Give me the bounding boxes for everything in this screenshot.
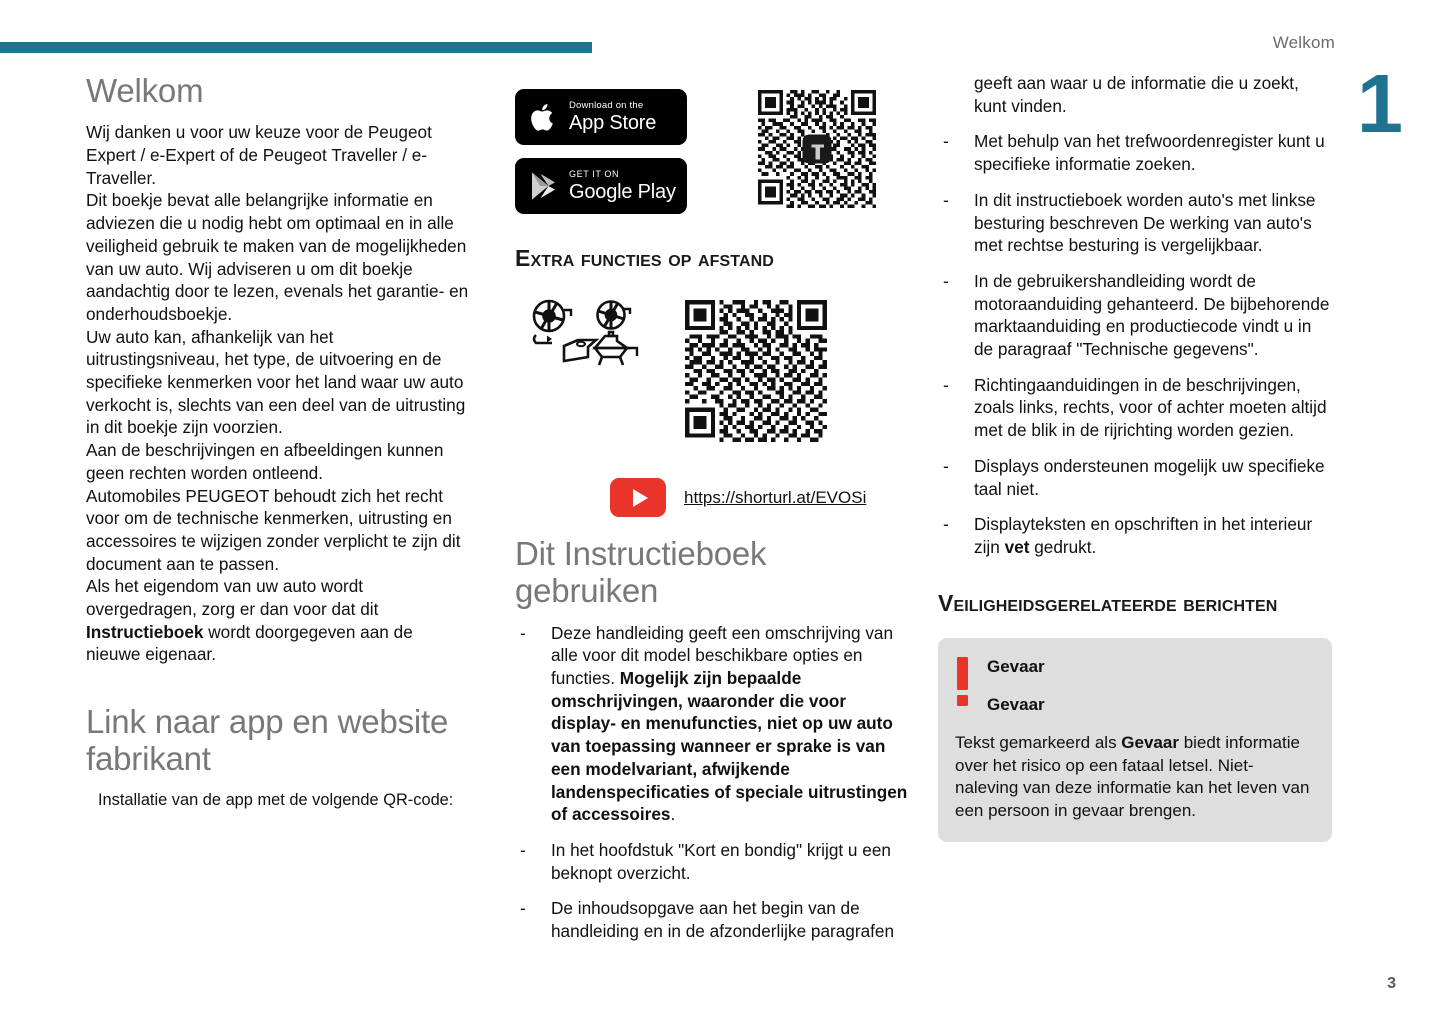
bullet-pre: In dit instructieboek worden auto's met linkse besturing beschreven De werking van auto's met rechtse besturing is vergelijkbaar. bbox=[974, 189, 1316, 256]
list-item bbox=[515, 622, 910, 826]
danger-titles bbox=[987, 656, 1312, 716]
bullet-pre: Displayteksten en opschriften in het interieur zijn bbox=[974, 514, 1313, 557]
bullet-pre: Deze handleiding geeft een omschrijving van alle voor dit model beschikbare opties en functies. bbox=[551, 622, 894, 689]
transfer-bold: Instructieboek bbox=[86, 621, 204, 642]
intro-line-3: Uw auto kan, afhankelijk van het uitrustingsniveau, het type, de uitvoering en de specifieke kenmerken voor het land waar uw auto verkocht is, slechts van een deel van de uitrusting in dit boekje zijn voorzien. bbox=[86, 326, 466, 438]
app-download-block bbox=[515, 72, 910, 244]
remote-functions-block bbox=[515, 290, 910, 535]
app-store-labels bbox=[569, 101, 656, 134]
list-item bbox=[515, 897, 910, 942]
google-play-small-label: GET IT ON bbox=[569, 169, 620, 179]
bullet-pre: Met behulp van het trefwoordenregister kunt u specifieke informatie zoeken. bbox=[974, 131, 1325, 175]
list-item bbox=[515, 839, 910, 884]
tyre-repair-kit-icons bbox=[523, 298, 657, 370]
dash-marker: - bbox=[520, 839, 526, 860]
manual-usage-list-continued bbox=[938, 130, 1334, 558]
google-play-labels bbox=[569, 170, 676, 202]
continuation-text: geeft aan waar u de informatie die u zoekt, kunt vinden. bbox=[974, 73, 1299, 116]
intro-line-2: Dit boekje bevat alle belangrijke informatie en adviezen die u nodig hebt om optimaal en in alle veiligheid gebruik te maken van de mogelijkheden van uw auto. Wij adviseren u om dit boekje aandachtig door te lezen, evenals het garantie- en onderhoudsboekje. bbox=[86, 190, 469, 324]
column-middle bbox=[515, 72, 910, 943]
bullet-pre: Displays ondersteunen mogelijk uw specifieke taal niet. bbox=[974, 455, 1325, 499]
danger-body-post: biedt informatie over het risico op een fataal letsel. Niet-naleving van deze informatie kan het leven van een persoon in gevaar brengen. bbox=[955, 733, 1310, 820]
dash-marker: - bbox=[943, 514, 949, 535]
intro-line-5: Automobiles PEUGEOT behoudt zich het recht voor om de technische kenmerken, uitrusting en accessoires te wijzigen zonder verplicht te zijn dit document aan te passen. bbox=[86, 485, 461, 574]
store-badges bbox=[515, 89, 687, 227]
danger-body-text bbox=[955, 732, 1312, 822]
chapter-number: 1 bbox=[1356, 57, 1403, 150]
list-item bbox=[938, 455, 1334, 500]
list-item bbox=[938, 270, 1334, 361]
peugeot-app-qr-code[interactable] bbox=[758, 90, 876, 208]
list-item bbox=[938, 374, 1334, 442]
danger-callout-box bbox=[938, 638, 1332, 842]
dash-marker: - bbox=[520, 898, 526, 919]
transfer-pre: Als het eigendom van uw auto wordt overgedragen, zorg er dan voor dat dit bbox=[86, 576, 379, 620]
app-store-small-label: Download on the bbox=[569, 99, 644, 111]
install-note bbox=[98, 790, 470, 812]
running-head: Welkom bbox=[1272, 33, 1335, 52]
bullet-post: . bbox=[670, 804, 676, 825]
intro-line-4: Aan de beschrijvingen en afbeeldingen kunnen geen rechten worden ontleend. bbox=[86, 440, 444, 483]
using-manual-title: Dit Instructieboek gebruiken bbox=[515, 535, 767, 610]
dash-marker: - bbox=[520, 622, 526, 643]
google-play-triangle-icon bbox=[526, 166, 562, 206]
page-number: 3 bbox=[1387, 975, 1396, 992]
dash-marker: - bbox=[943, 189, 949, 210]
danger-title-primary: Gevaar bbox=[987, 656, 1045, 676]
column-right bbox=[938, 72, 1334, 842]
google-play-big-label: Google Play bbox=[569, 181, 676, 203]
list-item bbox=[938, 130, 1334, 175]
using-manual-list bbox=[515, 622, 910, 943]
bullet-post: gedrukt. bbox=[1029, 536, 1097, 557]
column-left bbox=[86, 72, 470, 811]
remote-functions-heading: Extra functies op afstand bbox=[515, 245, 774, 271]
dash-marker: - bbox=[943, 131, 949, 152]
video-url[interactable]: https://shorturl.at/EVOSi bbox=[684, 487, 867, 507]
bullet-bold: Mogelijk zijn bepaalde omschrijvingen, waaronder die voor display- en menufuncties, niet op uw auto van toepassing wanneer er sprake is van een modelvariant, afwijkende landenspecificaties of speciale uitrustingen of accessoires bbox=[551, 668, 908, 825]
dash-marker: - bbox=[943, 455, 949, 476]
danger-body-bold: Gevaar bbox=[1121, 733, 1179, 753]
app-store-badge[interactable] bbox=[515, 89, 687, 145]
list-item bbox=[938, 513, 1334, 558]
install-note-text: Installatie van de app met de volgende QR-code: bbox=[98, 790, 454, 809]
google-play-badge[interactable] bbox=[515, 158, 687, 214]
bullet-pre: De inhoudsopgave aan het begin van de handleiding en in de afzonderlijke paragrafen bbox=[551, 898, 895, 942]
youtube-icon bbox=[610, 478, 666, 517]
danger-title-secondary: Gevaar bbox=[987, 694, 1045, 714]
remote-functions-qr-code[interactable] bbox=[685, 300, 827, 442]
page-title: Welkom bbox=[86, 72, 204, 109]
video-link-row[interactable] bbox=[610, 478, 866, 517]
intro-paragraphs bbox=[86, 121, 470, 666]
bullet-pre: Richtingaanduidingen in de beschrijvingen, zoals links, rechts, voor of achter moeten altijd met de blik in de rijrichting worden gezien. bbox=[974, 374, 1327, 441]
bullet-pre: In de gebruikershandleiding wordt de motoraanduiding gehanteerd. De bijbehorende marktaanduiding en productiecode vindt u in de paragraaf "Technische gegevens". bbox=[974, 270, 1330, 360]
danger-body-pre: Tekst gemarkeerd als bbox=[955, 733, 1122, 753]
danger-header bbox=[955, 656, 1312, 716]
app-store-big-label: App Store bbox=[569, 112, 657, 135]
bullet-bold: vet bbox=[1004, 536, 1030, 557]
transfer-post: wordt doorgegeven aan de nieuwe eigenaar. bbox=[86, 621, 413, 665]
header-rule bbox=[0, 42, 592, 53]
safety-messages-heading: Veiligheidsgerelateerde berichten bbox=[938, 589, 1278, 616]
exclamation-mark-icon bbox=[955, 657, 973, 707]
dash-marker: - bbox=[943, 374, 949, 395]
link-app-website-title: Link naar app en website fabrikant bbox=[86, 703, 449, 778]
apple-icon bbox=[526, 97, 562, 137]
list-item bbox=[938, 189, 1334, 257]
bullet-pre: In het hoofdstuk "Kort en bondig" krijgt u een beknopt overzicht. bbox=[551, 839, 891, 883]
dash-marker: - bbox=[943, 270, 949, 291]
intro-line-1: Wij danken u voor uw keuze voor de Peugeot Expert / e-Expert of de Peugeot Traveller / e-Traveller. bbox=[86, 122, 432, 188]
ownership-transfer-line bbox=[86, 575, 470, 666]
